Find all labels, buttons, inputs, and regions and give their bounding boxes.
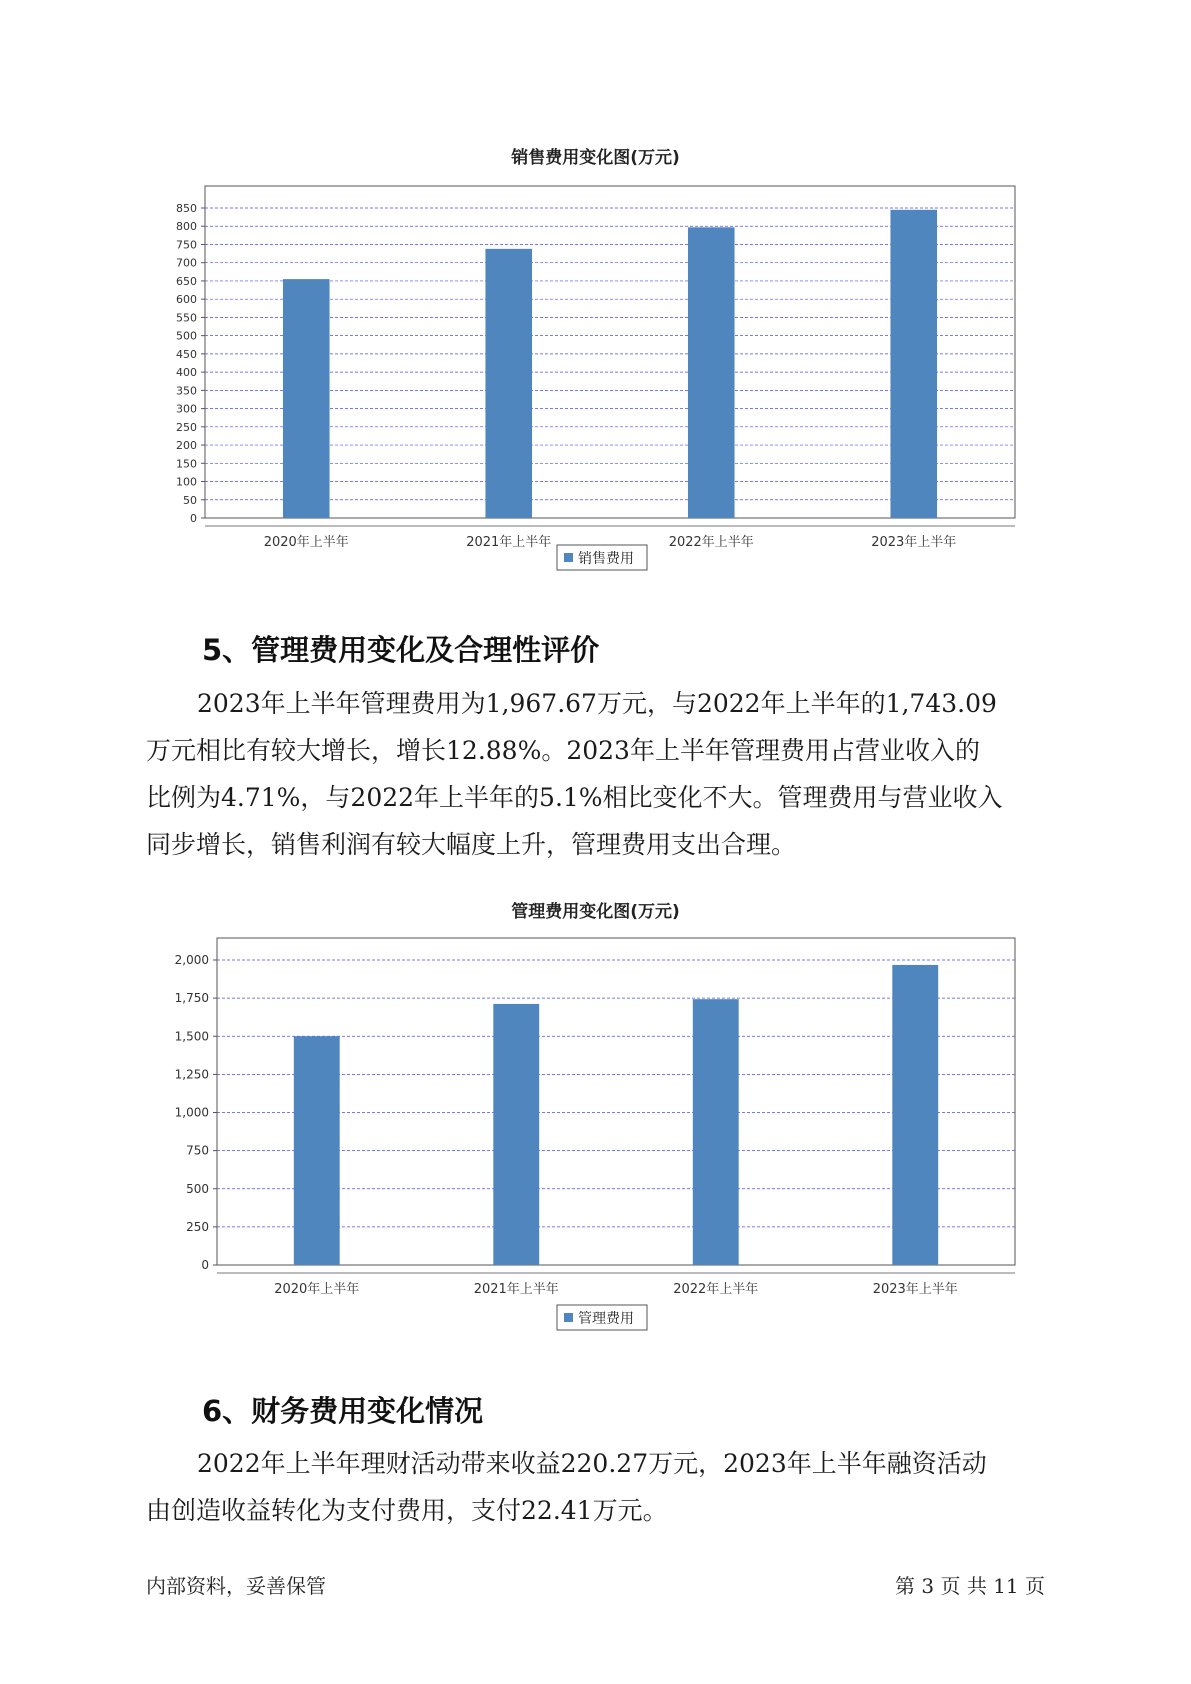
y-tick-label: 150 bbox=[176, 457, 197, 471]
y-tick-label: 700 bbox=[176, 256, 197, 270]
x-tick-label: 2022年上半年 bbox=[668, 535, 754, 550]
y-tick-label: 500 bbox=[186, 1181, 209, 1196]
paragraph-line: 2023年上半年管理费用为1,967.67万元，与2022年上半年的1,743.09 bbox=[197, 689, 997, 718]
y-tick-label: 600 bbox=[176, 293, 197, 307]
x-tick-label: 2021年上半年 bbox=[466, 535, 552, 550]
y-tick-label: 2,000 bbox=[174, 953, 209, 967]
x-tick-label: 2023年上半年 bbox=[872, 1282, 958, 1297]
y-tick-label: 1,750 bbox=[174, 991, 209, 1006]
admin-expense-chart bbox=[0, 900, 1191, 1360]
x-tick-label: 2020年上半年 bbox=[274, 1282, 360, 1297]
paragraph-line: 比例为4.71%，与2022年上半年的5.1%相比变化不大。管理费用与营业收入 bbox=[146, 783, 1003, 812]
paragraph-line: 由创造收益转化为支付费用，支付22.41万元。 bbox=[146, 1496, 668, 1525]
sales-expense-chart bbox=[0, 0, 1191, 600]
y-tick-label: 50 bbox=[183, 493, 197, 507]
footer-page-number: 第 3 页 共 11 页 bbox=[895, 1574, 1045, 1598]
chart-title-admin: 管理费用变化图(万元) bbox=[511, 902, 680, 922]
y-tick-label: 1,500 bbox=[174, 1029, 209, 1044]
bar bbox=[493, 1004, 539, 1265]
y-tick-label: 300 bbox=[176, 402, 197, 416]
section-heading-5: 5、管理费用变化及合理性评价 bbox=[202, 633, 600, 667]
x-tick-label: 2021年上半年 bbox=[473, 1282, 559, 1297]
y-tick-label: 850 bbox=[176, 202, 197, 215]
bar bbox=[283, 279, 330, 518]
y-tick-label: 500 bbox=[176, 329, 197, 343]
y-tick-label: 450 bbox=[176, 347, 197, 361]
chart-title-sales: 销售费用变化图(万元) bbox=[511, 148, 680, 168]
section-paragraph-5 bbox=[146, 680, 1046, 868]
y-tick-label: 800 bbox=[176, 220, 197, 234]
y-tick-label: 100 bbox=[176, 475, 197, 489]
y-tick-label: 650 bbox=[176, 274, 197, 288]
x-tick-label: 2023年上半年 bbox=[871, 535, 957, 550]
y-tick-label: 550 bbox=[176, 311, 197, 325]
legend-swatch bbox=[564, 553, 573, 562]
bar bbox=[688, 227, 735, 518]
paragraph-line: 万元相比有较大增长，增长12.88%。2023年上半年管理费用占营业收入的 bbox=[146, 736, 980, 765]
y-tick-label: 0 bbox=[201, 1258, 209, 1272]
x-tick-label: 2020年上半年 bbox=[263, 535, 349, 550]
y-tick-label: 200 bbox=[176, 439, 197, 453]
legend-label: 管理费用 bbox=[578, 1311, 634, 1327]
footer-confidential-note: 内部资料，妥善保管 bbox=[146, 1574, 326, 1598]
y-tick-label: 1,000 bbox=[174, 1105, 209, 1120]
bar bbox=[892, 965, 938, 1265]
y-tick-label: 350 bbox=[176, 384, 197, 398]
legend-label: 销售费用 bbox=[578, 551, 634, 567]
x-tick-label: 2022年上半年 bbox=[673, 1282, 759, 1297]
bar bbox=[294, 1036, 340, 1265]
y-tick-label: 750 bbox=[176, 238, 197, 252]
bar bbox=[485, 249, 532, 518]
section-paragraph-6 bbox=[146, 1440, 1046, 1534]
section-heading-6: 6、财务费用变化情况 bbox=[202, 1394, 484, 1428]
paragraph-line: 同步增长，销售利润有较大幅度上升，管理费用支出合理。 bbox=[146, 830, 797, 859]
bar bbox=[693, 999, 739, 1265]
y-tick-label: 750 bbox=[186, 1143, 209, 1158]
legend-swatch bbox=[564, 1313, 573, 1322]
y-tick-label: 0 bbox=[190, 512, 197, 525]
y-tick-label: 400 bbox=[176, 366, 197, 380]
y-tick-label: 1,250 bbox=[174, 1067, 209, 1082]
bar bbox=[890, 210, 937, 518]
paragraph-line: 2022年上半年理财活动带来收益220.27万元，2023年上半年融资活动 bbox=[197, 1449, 987, 1478]
y-tick-label: 250 bbox=[176, 420, 197, 434]
y-tick-label: 250 bbox=[186, 1219, 209, 1234]
